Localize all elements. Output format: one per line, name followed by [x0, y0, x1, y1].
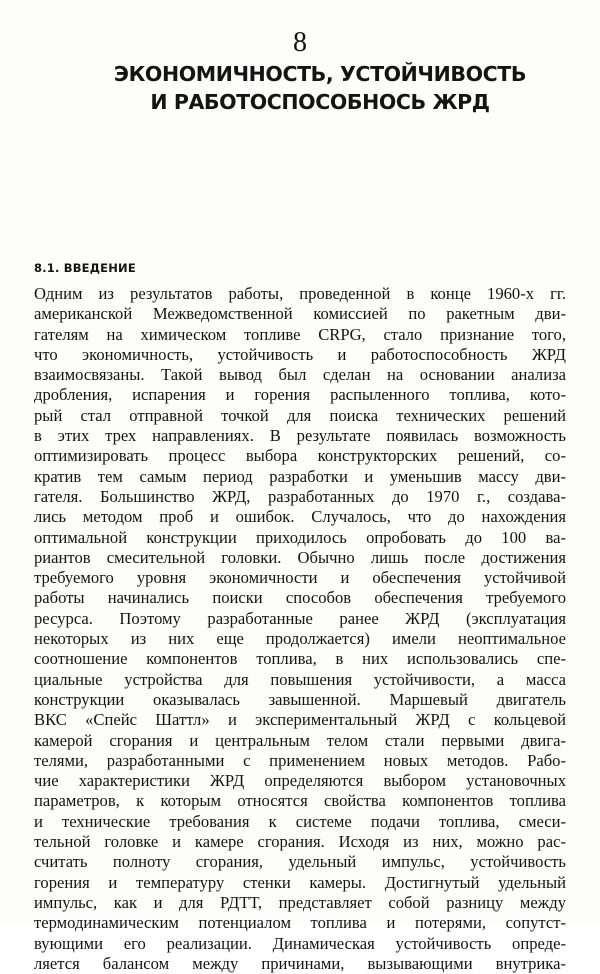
- text-line: гателя. Большинство ЖРД, разработанных до 1970 г., создава-: [34, 486, 566, 506]
- text-line: работы начинались поиски способов обеспечения требуемого: [34, 588, 566, 608]
- chapter-title-line: ЭКОНОМИЧНОСТЬ, УСТОЙЧИВОСТЬ: [113, 62, 527, 86]
- text-line: лись методом проб и ошибок. Случалось, что до нахождения: [34, 507, 566, 527]
- text-line: параметров, к которым относятся свойства компонентов топлива: [34, 791, 566, 811]
- text-line: термодинамическим потенциалом топлива и потерями, сопутст-: [34, 913, 566, 933]
- text-line: оптимальной конструкции приходилось опробовать до 100 ва-: [34, 527, 566, 547]
- text-line: тельной головке и камере сгорания. Исходя из них, можно рас-: [34, 832, 566, 852]
- text-line: риантов смесительной головки. Обычно лишь после достижения: [34, 547, 566, 567]
- text-line: взаимосвязаны. Такой вывод был сделан на основании анализа: [34, 365, 566, 385]
- text-line: камерой сгорания и центральным телом стали первыми двига-: [34, 730, 566, 750]
- text-line: Одним из результатов работы, проведенной в конце 1960-х гг.: [34, 284, 566, 303]
- text-line: и технические требования к системе подачи топлива, смеси-: [34, 811, 566, 831]
- body-text: [34, 284, 566, 974]
- text-line: кратив тем самым период разработки и уменьшив массу дви-: [34, 466, 566, 486]
- text-line: ВКС «Спейс Шаттл» и экспериментальный ЖРД с кольцевой: [34, 710, 566, 730]
- text-line: считать полноту сгорания, удельный импульс, устойчивость: [34, 852, 566, 872]
- text-line: что экономичность, устойчивость и работоспособность ЖРД: [34, 344, 566, 364]
- text-line: соотношение компонентов топлива, в них использовались спе-: [34, 649, 566, 669]
- section-heading: 8.1. ВВЕДЕНИЕ: [34, 261, 136, 275]
- text-line: рый стал отправной точкой для поиска технических решений: [34, 405, 566, 425]
- text-line: оптимизировать процесс выбора конструкторских решений, со-: [34, 446, 566, 466]
- text-line: телями, разработанными с применением новых методов. Рабо-: [34, 750, 566, 770]
- text-line: требуемого уровня экономичности и обеспечения устойчивой: [34, 568, 566, 588]
- text-line: импульс, как и для РДТТ, представляет собой разницу между: [34, 892, 566, 912]
- text-line: некоторых из них еще продолжается) имели неоптимальное: [34, 629, 566, 649]
- text-line: циальные устройства для повышения устойчивости, а масса: [34, 669, 566, 689]
- text-line: горения и температуру стенки камеры. Достигнутый удельный: [34, 872, 566, 892]
- text-line: конструкции оказывалась завышенной. Маршевый двигатель: [34, 689, 566, 709]
- text-line: американской Межведомственной комиссией по ракетным дви-: [34, 304, 566, 324]
- text-line: ресурса. Поэтому разработанные ранее ЖРД (эксплуатация: [34, 608, 566, 628]
- text-line: ляется балансом между причинами, вызывающими внутрика-: [34, 953, 566, 973]
- chapter-title-line: И РАБОТОСПОСОБНОСЬ ЖРД: [150, 90, 490, 114]
- chapter-number: 8: [293, 27, 307, 58]
- text-line: в этих трех направлениях. В результате появилась возможность: [34, 426, 566, 446]
- text-line: вующими его реализации. Динамическая устойчивость опреде-: [34, 933, 566, 953]
- chapter-title: [60, 60, 580, 116]
- text-line: дробления, испарения и горения распыленного топлива, кото-: [34, 385, 566, 405]
- text-line: чие характеристики ЖРД определяются выбором установочных: [34, 771, 566, 791]
- text-line: гателям на химическом топливе CRPG, стало признание того,: [34, 324, 566, 344]
